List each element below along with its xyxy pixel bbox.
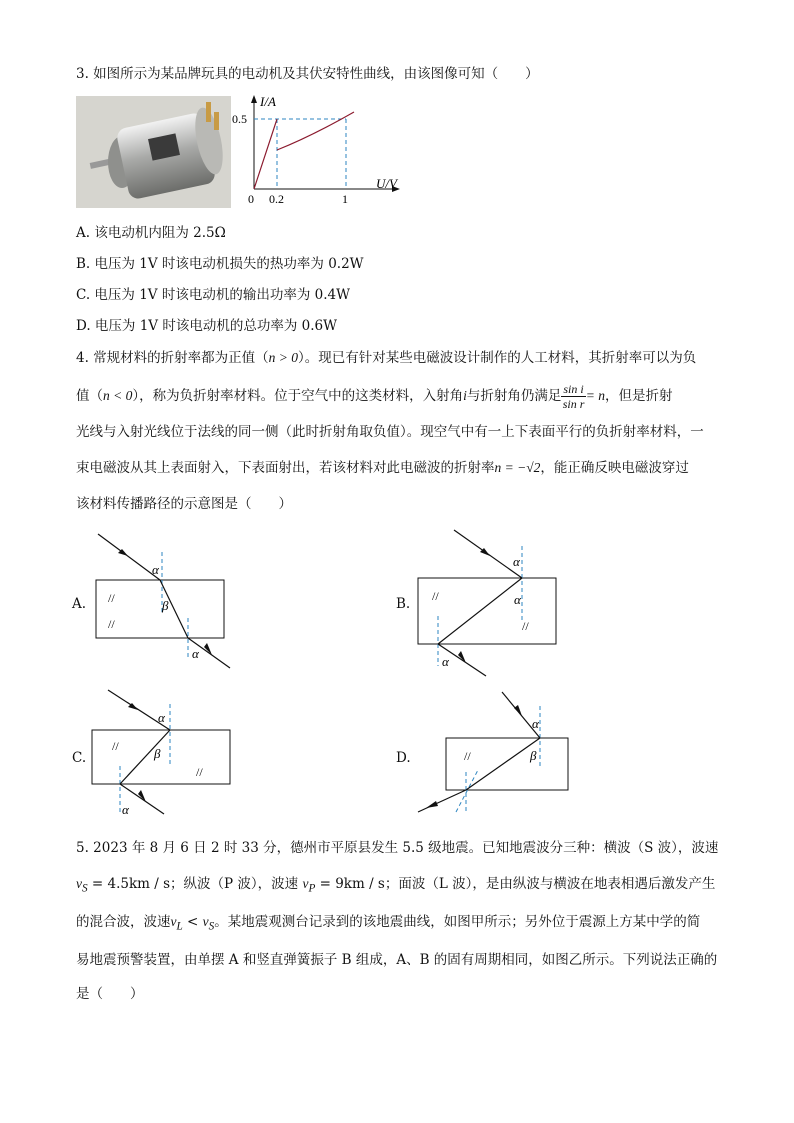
svg-text:β: β [162,598,169,613]
cond-negative: n < 0 [103,388,133,403]
motor-photo [76,96,231,208]
diagram-a [94,530,254,680]
iv-curve-start [254,119,277,189]
svg-text://: // [108,591,115,605]
iv-graph [232,92,410,207]
snell-fraction: $\frac{\text{sin i}}{\text{sin r}}$ [562,382,585,411]
iv-curve-run [277,112,354,150]
y-axis-label: I/A [260,94,276,109]
x-tick-label-2: 1 [342,192,348,206]
origin-label: 0 [248,192,254,206]
diagram-d-label: D. [396,750,411,766]
svg-text://: // [522,619,529,633]
svg-text:α: α [532,716,539,731]
q3-stem: 3. 如图所示为某品牌玩具的电动机及其伏安特性曲线，由该图像可知（ ） [76,66,539,82]
svg-text:α: α [152,562,159,577]
q5-line-1: 5. 2023 年 8 月 6 日 2 时 33 分，德州市平原县发生 5.5 级地震。已知地震波分三种：横波（S 波），波速 [76,840,719,856]
svg-text:α: α [513,554,520,569]
q4-line-3: 光线与入射光线位于法线的同一侧（此时折射角取负值）。现空气中有一上下表面平行的负折射率材料，一 [76,424,704,440]
cond-positive: n > 0 [268,350,299,365]
svg-text:α: α [122,802,129,817]
svg-text:α: α [192,646,199,661]
refractive-index: n = −√2 [494,460,541,475]
x-axis-label: U/V [376,176,397,191]
x-tick-label-1: 0.2 [269,192,284,206]
svg-text://: // [432,589,439,603]
svg-text:α: α [442,654,449,669]
q5-line-3: 的混合波，波速$v_L < v_S$。某地震观测台记录到的该地震曲线，如图甲所示；另外位于震源上方某中学的简 [76,914,701,933]
y-tick-label: 0.5 [232,112,247,126]
q5-line-5: 是（ ） [76,986,144,1002]
diagram-d [416,688,586,828]
svg-text:β: β [530,748,537,763]
diagram-c-label: C. [72,750,87,766]
q3-option-a: A. 该电动机内阻为 2.5Ω [76,225,226,241]
q4-line-1: 4. 常规材料的折射率都为正值（n > 0）。现已有针对某些电磁波设计制作的人工材料，其折射率可以为负 [76,350,697,366]
svg-text:β: β [154,746,161,761]
q3-option-b: B. 电压为 1V 时该电动机损失的热功率为 0.2W [76,256,364,272]
svg-text://: // [108,617,115,631]
q5-line-4: 易地震预警装置，由单摆 A 和竖直弹簧振子 B 组成，A、B 的固有周期相同，如图乙所示。下列说法正确的 [76,952,718,968]
diagram-c [92,686,262,836]
svg-text://: // [112,739,119,753]
q5-line-2: $v_S = 4.5km / s$；纵波（P 波），波速 $v_P = 9km / s$；面波（L 波），是由纵波与横波在地表相遇后激发产生 [76,876,716,895]
q4-line-4: 束电磁波从其上表面射入，下表面射出，若该材料对此电磁波的折射率n = −√2，能正确反映电磁波穿过 [76,460,689,476]
q3-option-c: C. 电压为 1V 时该电动机的输出功率为 0.4W [76,287,350,303]
svg-text:α: α [514,592,521,607]
q4-line-5: 该材料传播路径的示意图是（ ） [76,496,292,512]
diagram-b [418,526,588,686]
diagram-a-label: A. [72,596,87,612]
svg-text://: // [464,749,471,763]
diagram-b-label: B. [396,596,411,612]
svg-text:α: α [158,710,165,725]
q3-option-d: D. 电压为 1V 时该电动机的总功率为 0.6W [76,318,337,334]
svg-text://: // [196,765,203,779]
q4-line-2: 值（n < 0），称为负折射率材料。位于空气中的这类材料，入射角i与折射角仍满足 $\frac{\text{sin i}}{\text{sin r}}$ = n，但是折射 [76,382,673,411]
